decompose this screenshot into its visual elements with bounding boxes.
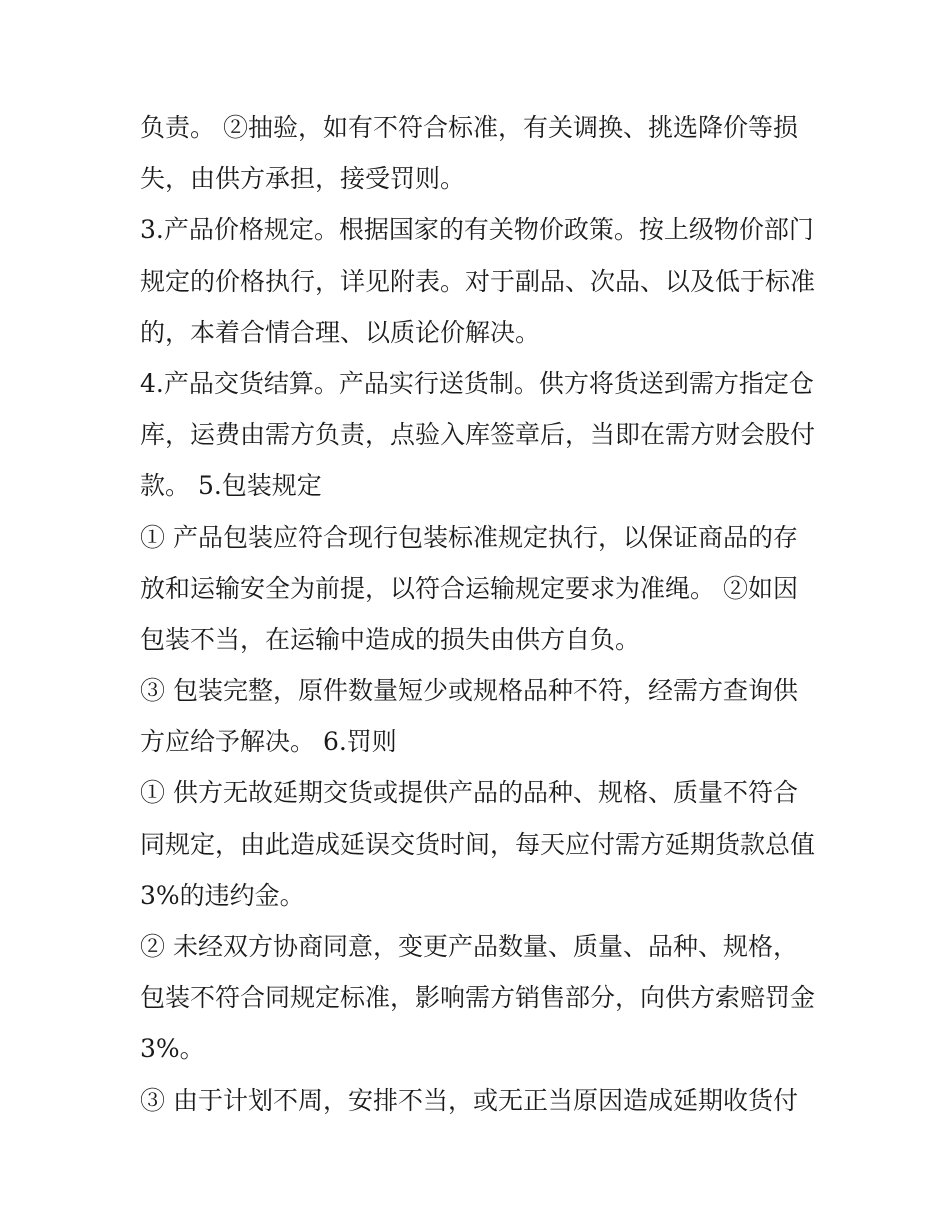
- text-line: 款。 5.包装规定: [140, 471, 322, 501]
- text-line: ① 产品包装应符合现行包装标准规定执行，以保证商品的存: [140, 522, 798, 552]
- document-body: [140, 102, 830, 1126]
- text-line: ③ 由于计划不周，安排不当，或无正当原因造成延期收货付: [140, 1085, 798, 1115]
- text-line: 失，由供方承担，接受罚则。: [140, 164, 466, 194]
- text-line: 包装不符合同规定标准，影响需方销售部分，向供方索赔罚金: [140, 983, 816, 1013]
- text-line: 方应给予解决。 6.罚则: [140, 727, 397, 757]
- text-line: 规定的价格执行，详见附表。对于副品、次品、以及低于标准: [140, 266, 816, 296]
- text-line: 4.产品交货结算。产品实行送货制。供方将货送到需方指定仓: [140, 368, 814, 398]
- text-line: ① 供方无故延期交货或提供产品的品种、规格、质量不符合: [140, 778, 798, 808]
- text-line: 负责。 ②抽验，如有不符合标准，有关调换、挑选降价等损: [140, 113, 798, 142]
- text-line: 3.产品价格规定。根据国家的有关物价政策。按上级物价部门: [140, 215, 814, 245]
- text-line: 3%。: [140, 1034, 205, 1064]
- text-line: ② 未经双方协商同意，变更产品数量、质量、品种、规格，: [140, 932, 798, 961]
- text-line: 库，运费由需方负责，点验入库签章后，当即在需方财会股付: [140, 420, 816, 450]
- text-line: 包装不当，在运输中造成的损失由供方自负。: [140, 624, 641, 654]
- text-line: 放和运输安全为前提，以符合运输规定要求为准绳。 ②如因: [140, 573, 798, 603]
- text-line: 的，本着合情合理、以质论价解决。: [140, 317, 541, 347]
- text-line: ③ 包装完整，原件数量短少或规格品种不符，经需方查询供: [140, 676, 798, 706]
- text-line: 同规定，由此造成延误交货时间，每天应付需方延期货款总值: [140, 829, 816, 859]
- text-line: 3%的违约金。: [140, 880, 305, 910]
